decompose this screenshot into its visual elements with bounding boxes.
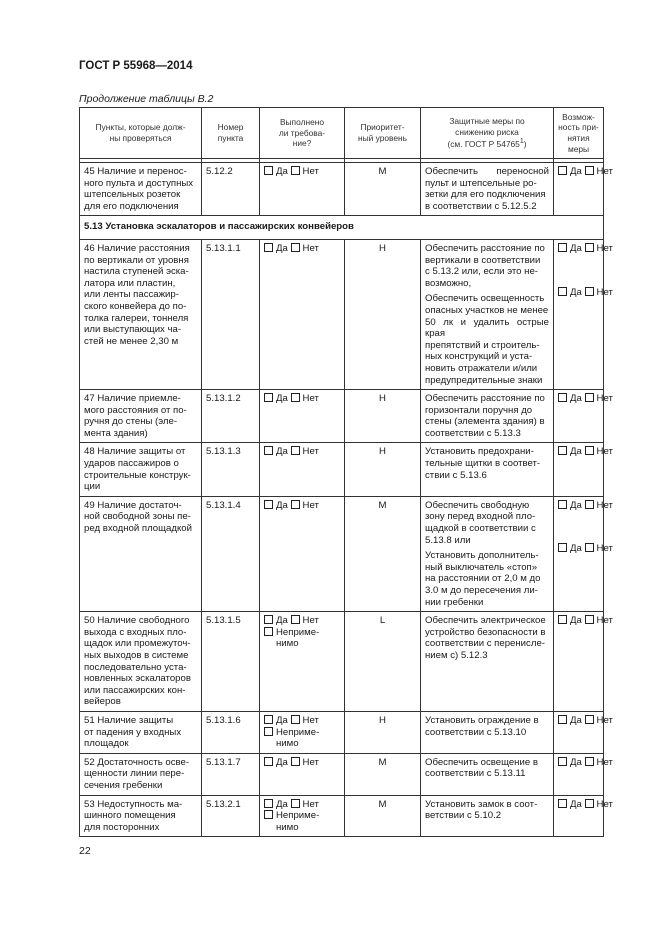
option-no-label: Нет xyxy=(302,166,319,177)
yes-no-options xyxy=(558,499,613,512)
fulfilled-cell xyxy=(260,163,345,216)
option-yes-label: Да xyxy=(276,615,288,627)
checkbox-no[interactable] xyxy=(291,799,300,808)
yes-no-options xyxy=(558,242,613,255)
page-number: 22 xyxy=(79,845,91,857)
acceptance-cell xyxy=(554,612,613,712)
measures-cell xyxy=(421,612,554,712)
option-no-label: Нет xyxy=(596,286,613,298)
priority-cell: Н xyxy=(345,443,421,496)
option-yes-label: Да xyxy=(570,756,582,768)
option-yes-label: Да xyxy=(570,499,582,511)
priority-cell: Н xyxy=(345,390,421,443)
item-cell: 53 Недоступность ма- шинного помещения для посторонних xyxy=(80,795,202,837)
number-cell: 5.13.1.4 xyxy=(202,496,260,611)
checkbox-yes[interactable] xyxy=(264,715,273,724)
option-no-label: Нет xyxy=(596,242,613,254)
checkbox-yes[interactable] xyxy=(264,799,273,808)
yes-no-options xyxy=(264,446,340,458)
yes-no-options xyxy=(558,798,613,811)
number-cell: 5.13.1.5 xyxy=(202,612,260,712)
option-no-label: Нет xyxy=(302,499,319,511)
measure-text: Обеспечить переносной пульт и штепсельные ро- зетки для его подключения в соответствии с 5.12.5.2 xyxy=(425,166,549,212)
measure-text: Установить ограждение в соответствии с 5.13.10 xyxy=(425,714,539,738)
fulfilled-cell xyxy=(260,239,345,389)
yes-no-options xyxy=(558,543,613,555)
checkbox-no[interactable] xyxy=(291,715,300,724)
yes-no-options xyxy=(558,756,613,769)
option-no-label: Нет xyxy=(596,543,613,555)
not-applicable-option xyxy=(264,810,340,833)
yes-no-options xyxy=(264,166,340,178)
col-header-priority: Приоритет- ный уровень xyxy=(345,108,421,159)
table-header-row xyxy=(80,108,604,159)
yes-no-options xyxy=(264,500,340,512)
option-no-label: Нет xyxy=(302,242,319,254)
priority-cell: Н xyxy=(345,711,421,753)
yes-no-options xyxy=(264,393,340,405)
checkbox-yes[interactable] xyxy=(558,615,567,624)
fulfilled-cell xyxy=(260,795,345,837)
measures-cell xyxy=(421,390,554,443)
option-yes-label: Да xyxy=(276,393,288,405)
checklist-table xyxy=(79,107,613,837)
yes-no-options xyxy=(264,615,340,627)
measures-cell xyxy=(421,163,554,216)
checkbox-no[interactable] xyxy=(585,166,594,175)
measures-cell xyxy=(421,239,554,389)
checkbox-no[interactable] xyxy=(585,446,594,455)
col-header-fulfilled: Выполнено ли требова- ние? xyxy=(260,108,345,159)
measure-text: Обеспечить освещенность опасных участков не менее 50 лк и удалить острые края препятствий и строитель- ных конструкций и уста- новить отражатели и/или предупредительные знаки xyxy=(425,293,549,386)
checkbox-no[interactable] xyxy=(291,166,300,175)
checkbox-no[interactable] xyxy=(585,799,594,808)
checkbox-yes[interactable] xyxy=(264,166,273,175)
priority-cell: М xyxy=(345,496,421,611)
item-cell: 49 Наличие достаточ- ной свободной зоны пе- ред входной площадкой xyxy=(80,496,202,611)
not-applicable-option xyxy=(264,627,340,650)
checkbox-not-applicable[interactable] xyxy=(264,627,273,636)
checkbox-yes[interactable] xyxy=(264,615,273,624)
document-header: ГОСТ Р 55968—2014 xyxy=(79,60,193,72)
yes-no-options xyxy=(558,166,613,178)
checkbox-no[interactable] xyxy=(291,500,300,509)
table-row xyxy=(80,795,604,837)
option-yes-label: Да xyxy=(276,756,288,768)
fulfilled-cell xyxy=(260,443,345,496)
table-row xyxy=(80,612,604,712)
checkbox-no[interactable] xyxy=(585,757,594,766)
checkbox-no[interactable] xyxy=(291,615,300,624)
checkbox-yes[interactable] xyxy=(558,500,567,509)
measure-text: Установить дополнитель- ный выключатель «стоп» на расстоянии от 2,0 м до 3.0 м до пересечения ли- нии гребенки xyxy=(425,550,541,608)
number-cell: 5.13.1.1 xyxy=(202,239,260,389)
measures-cell xyxy=(421,753,554,795)
priority-cell: М xyxy=(345,163,421,216)
checkbox-no[interactable] xyxy=(291,243,300,252)
priority-cell: L xyxy=(345,612,421,712)
checkbox-yes[interactable] xyxy=(264,757,273,766)
checkbox-yes[interactable] xyxy=(558,287,567,296)
option-na-label: Неприме- нимо xyxy=(276,626,320,650)
fulfilled-cell xyxy=(260,390,345,443)
option-no-label: Нет xyxy=(596,446,613,458)
table-caption: Продолжение таблицы В.2 xyxy=(79,93,214,105)
measure-text: Установить предохрани- тельные щитки в соответ- ствии с 5.13.6 xyxy=(425,446,541,481)
col-header-acceptance: Возмож- ность при- нятия меры xyxy=(554,108,604,159)
yes-no-options xyxy=(558,286,613,299)
section-row xyxy=(80,216,604,240)
table-row xyxy=(80,711,604,753)
option-yes-label: Да xyxy=(570,446,582,458)
option-no-label: Нет xyxy=(302,615,319,627)
option-no-label: Нет xyxy=(596,615,613,627)
checkbox-yes[interactable] xyxy=(264,446,273,455)
option-no-label: Нет xyxy=(302,798,319,810)
checkbox-yes[interactable] xyxy=(558,543,567,552)
yes-no-options xyxy=(264,799,340,811)
number-cell: 5.12.2 xyxy=(202,163,260,216)
option-yes-label: Да xyxy=(570,798,582,810)
option-no-label: Нет xyxy=(302,756,319,768)
fulfilled-cell xyxy=(260,711,345,753)
acceptance-cell xyxy=(554,496,613,611)
checkbox-no[interactable] xyxy=(585,287,594,296)
col-header-number: Номер пункта xyxy=(202,108,260,159)
option-no-label: Нет xyxy=(596,798,613,810)
number-cell: 5.13.2.1 xyxy=(202,795,260,837)
acceptance-cell xyxy=(554,163,613,216)
table-row xyxy=(80,390,604,443)
table-row xyxy=(80,496,604,611)
option-yes-label: Да xyxy=(276,714,288,726)
option-yes-label: Да xyxy=(276,242,288,254)
number-cell: 5.13.1.6 xyxy=(202,711,260,753)
checkbox-not-applicable[interactable] xyxy=(264,727,273,736)
option-yes-label: Да xyxy=(570,166,582,177)
option-no-label: Нет xyxy=(596,393,613,405)
checkbox-no[interactable] xyxy=(291,757,300,766)
table-row xyxy=(80,443,604,496)
acceptance-cell xyxy=(554,390,613,443)
measures-cell xyxy=(421,443,554,496)
checkbox-yes[interactable] xyxy=(264,500,273,509)
item-cell: 51 Наличие защиты от падения у входных площадок xyxy=(80,711,202,753)
checkbox-not-applicable[interactable] xyxy=(264,810,273,819)
option-yes-label: Да xyxy=(570,615,582,627)
measures-cell xyxy=(421,496,554,611)
acceptance-cell xyxy=(554,239,613,389)
option-yes-label: Да xyxy=(570,714,582,726)
option-no-label: Нет xyxy=(302,714,319,726)
checkbox-no[interactable] xyxy=(291,446,300,455)
option-no-label: Нет xyxy=(596,756,613,768)
checkbox-no[interactable] xyxy=(585,715,594,724)
checkbox-yes[interactable] xyxy=(558,166,567,175)
checkbox-no[interactable] xyxy=(585,543,594,552)
option-na-label: Неприме- нимо xyxy=(276,726,320,750)
checkbox-yes[interactable] xyxy=(264,393,273,402)
checkbox-yes[interactable] xyxy=(558,393,567,402)
yes-no-options xyxy=(558,615,613,627)
priority-cell: Н xyxy=(345,239,421,389)
col-header-measures: Защитные меры по снижению риска (см. ГОСТ Р 54765$^1$) xyxy=(421,108,554,159)
item-cell: 45 Наличие и перенос- ного пульта и доступных штепсельных розеток для его подключения xyxy=(80,163,202,216)
col-header-item: Пункты, которые долж- ны проверяться xyxy=(80,108,202,159)
fulfilled-cell xyxy=(260,612,345,712)
number-cell: 5.13.1.3 xyxy=(202,443,260,496)
acceptance-cell xyxy=(554,443,613,496)
option-yes-label: Да xyxy=(570,242,582,254)
checkbox-no[interactable] xyxy=(585,243,594,252)
measure-text: Установить замок в соот- ветствии с 5.10.2 xyxy=(425,798,538,822)
section-title: 5.13 Установка эскалаторов и пассажирских конвейеров xyxy=(80,216,604,240)
acceptance-cell xyxy=(554,711,613,753)
priority-cell: М xyxy=(345,795,421,837)
checkbox-no[interactable] xyxy=(291,393,300,402)
checkbox-yes[interactable] xyxy=(264,243,273,252)
measure-text: Обеспечить свободную зону перед входной пло- щадкой в соответствии с 5.13.8 или xyxy=(425,499,536,546)
measure-text: Обеспечить освещение в соответствии с 5.13.11 xyxy=(425,756,538,780)
option-no-label: Нет xyxy=(302,446,319,458)
yes-no-options xyxy=(264,757,340,769)
checkbox-yes[interactable] xyxy=(558,757,567,766)
option-na-label: Неприме- нимо xyxy=(276,810,320,833)
item-cell: 46 Наличие расстояния по вертикали от уровня настила ступеней эска- латора или пластин, или ленты пассажир- ского конвейера до по- толка галереи, тоннеля или выступающих ча- стей не менее 2,30 м xyxy=(80,239,202,389)
number-cell: 5.13.1.7 xyxy=(202,753,260,795)
table-row xyxy=(80,163,604,216)
option-no-label: Нет xyxy=(302,393,319,405)
not-applicable-option xyxy=(264,727,340,750)
measure-text: Обеспечить расстояние по вертикали в соответствии с 5.13.2 или, если это не- возможно, xyxy=(425,242,545,289)
yes-no-options xyxy=(558,393,613,405)
checkbox-no[interactable] xyxy=(585,393,594,402)
option-yes-label: Да xyxy=(276,446,288,458)
option-yes-label: Да xyxy=(570,393,582,405)
option-yes-label: Да xyxy=(570,286,582,298)
acceptance-cell xyxy=(554,753,613,795)
checkbox-yes[interactable] xyxy=(558,715,567,724)
yes-no-options xyxy=(558,714,613,727)
measure-text: Обеспечить электрическое устройство безопасности в соответствии с перенисле- нием с) 5.12.3 xyxy=(425,615,546,661)
number-cell: 5.13.1.2 xyxy=(202,390,260,443)
table-row xyxy=(80,239,604,389)
option-yes-label: Да xyxy=(276,798,288,810)
priority-cell: М xyxy=(345,753,421,795)
option-yes-label: Да xyxy=(276,166,288,177)
option-no-label: Нет xyxy=(596,499,613,511)
item-cell: 50 Наличие свободного выхода с входных пло- щадок или промежуточ- ных выходов в системе последовательно уста- новленных эскалаторов или пассажирских кон- вейеров xyxy=(80,612,202,712)
option-yes-label: Да xyxy=(276,499,288,511)
checkbox-yes[interactable] xyxy=(558,446,567,455)
measures-cell xyxy=(421,795,554,837)
option-yes-label: Да xyxy=(570,543,582,555)
fulfilled-cell xyxy=(260,496,345,611)
fulfilled-cell xyxy=(260,753,345,795)
checkbox-no[interactable] xyxy=(585,500,594,509)
yes-no-options xyxy=(558,446,613,458)
item-cell: 52 Достаточность осве- щенности линии пере- сечения гребенки xyxy=(80,753,202,795)
option-no-label: Нет xyxy=(596,166,613,177)
yes-no-options xyxy=(264,715,340,727)
yes-no-options xyxy=(264,243,340,255)
item-cell: 48 Наличие защиты от ударов пассажиров о строительные конструк- ции xyxy=(80,443,202,496)
option-no-label: Нет xyxy=(596,714,613,726)
checkbox-yes[interactable] xyxy=(558,243,567,252)
checkbox-no[interactable] xyxy=(585,615,594,624)
measure-text: Обеспечить расстояние по горизонтали поручня до стены (элемента здания) в соответствии с 5.13.3 xyxy=(425,393,545,439)
table-row xyxy=(80,753,604,795)
item-cell: 47 Наличие приемле- мого расстояния от по- ручня до стены (эле- мента здания) xyxy=(80,390,202,443)
measures-cell xyxy=(421,711,554,753)
checkbox-yes[interactable] xyxy=(558,799,567,808)
acceptance-cell xyxy=(554,795,613,837)
